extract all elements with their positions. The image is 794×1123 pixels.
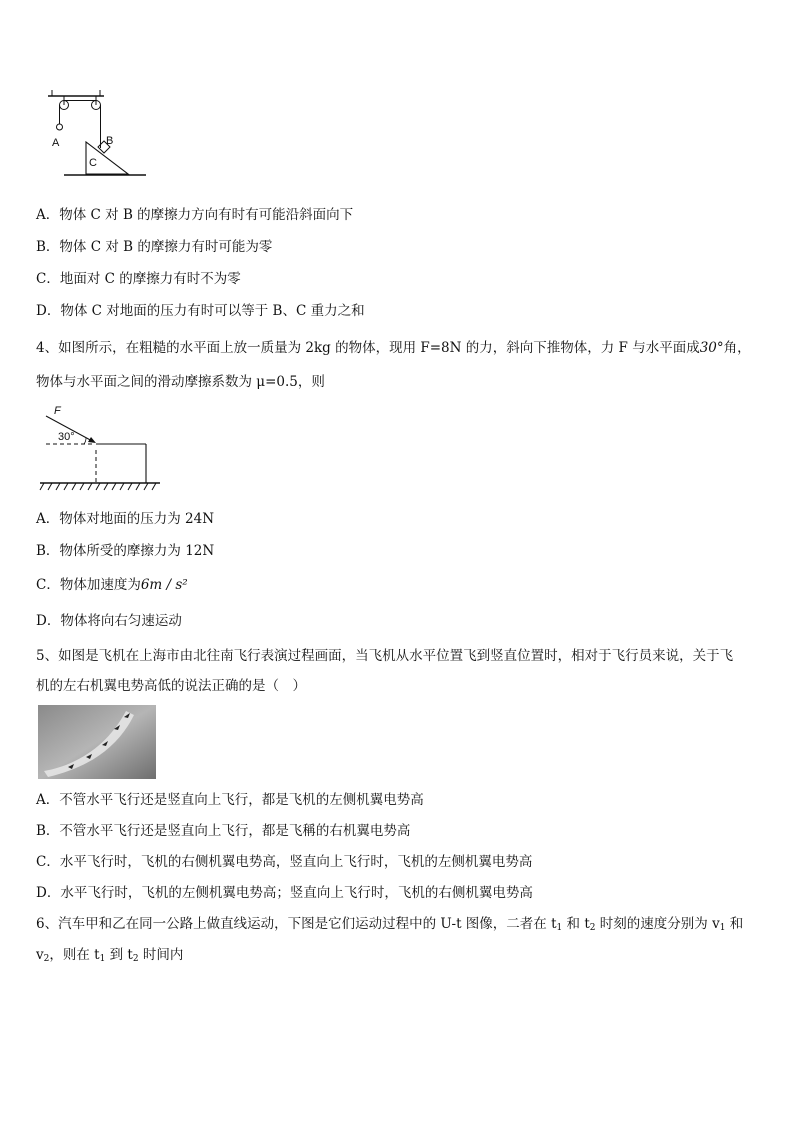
q5-option-a: A．不管水平飞行还是竖直向上飞行，都是飞机的左侧机翼电势高 (36, 792, 424, 808)
q4-option-b: B．物体所受的摩擦力为 12N (36, 543, 215, 559)
q6-text-h: 时间内 (138, 947, 184, 963)
q4-stem-text: 4、如图所示，在粗糙的水平面上放一质量为 2kg 的物体，现用 F=8N 的力，斜向下推物体，力 F 与水平面成 (36, 340, 700, 356)
q4-stem-line2: 物体与水平面之间的滑动摩擦系数为 μ=0.5，则 (36, 374, 325, 390)
q6-text-e: v (36, 947, 44, 963)
q6-text-b: 和 t (562, 916, 590, 932)
label-a: A (52, 137, 60, 149)
q6-text-c: 时刻的速度分别为 v (595, 916, 720, 932)
q6-sub-1: 1 (556, 923, 563, 933)
q6-text-g: 到 t (105, 947, 133, 963)
q4-option-d: D．物体将向右匀速运动 (36, 613, 182, 629)
q4-angle: 30° (699, 340, 724, 356)
q5-option-b: B．不管水平飞行还是竖直向上飞行，都是飞稱的右机翼电势高 (36, 823, 411, 839)
q6-text-f: ，则在 t (49, 947, 100, 963)
pulley-incline-figure (46, 90, 156, 182)
q3-option-a: A．物体 C 对 B 的摩擦力方向有时有可能沿斜面向下 (36, 207, 354, 223)
q5-stem-line1: 5、如图是飞机在上海市由北往南飞行表演过程画面，当飞机从水平位置飞到竖直位置时，相对于飞行员来说，关于飞 (36, 648, 734, 664)
q5-option-c: C．水平飞行时，飞机的右侧机翼电势高，竖直向上飞行时，飞机的左侧机翼电势高 (36, 854, 533, 870)
label-force: F (54, 405, 61, 417)
q6-stem-line2 (36, 946, 183, 968)
q4-option-a: A．物体对地面的压力为 24N (36, 511, 215, 527)
q3-option-b: B．物体 C 对 B 的摩擦力有时可能为零 (36, 239, 273, 255)
q6-text-d: 和 (725, 916, 744, 932)
q6-sub-4: 2 (43, 954, 50, 964)
label-c: C (89, 157, 97, 169)
q6-sub-3: 1 (719, 923, 726, 933)
q6-sub-2: 2 (589, 923, 596, 933)
q5-stem-line2: 机的左右机翼电势高低的说法正确的是（ ） (36, 678, 306, 694)
q6-sub-5: 1 (99, 954, 106, 964)
q6-text-a: 6、汽车甲和乙在同一公路上做直线运动，下图是它们运动过程中的 U-t 图像，二者在 t (36, 916, 557, 932)
q4-option-c (36, 576, 188, 594)
q3-option-d: D．物体 C 对地面的压力有时可以等于 B、C 重力之和 (36, 303, 365, 319)
q4-stem-line1 (36, 339, 751, 357)
q5-option-d: D．水平飞行时，飞机的左侧机翼电势高；竖直向上飞行时，飞机的右侧机翼电势高 (36, 885, 533, 901)
q3-option-c: C．地面对 C 的摩擦力有时不为零 (36, 271, 241, 287)
force-block-figure (36, 404, 166, 494)
label-b: B (106, 135, 114, 147)
q4-option-c-text: C．物体加速度为 (36, 577, 141, 593)
q6-sub-6: 2 (132, 954, 139, 964)
q4-accel-value: 6m / s² (140, 577, 188, 593)
label-angle: 30° (58, 431, 75, 443)
q4-stem-end: 角， (723, 340, 751, 356)
q6-stem-line1 (36, 915, 743, 937)
airplane-photo (38, 705, 156, 779)
